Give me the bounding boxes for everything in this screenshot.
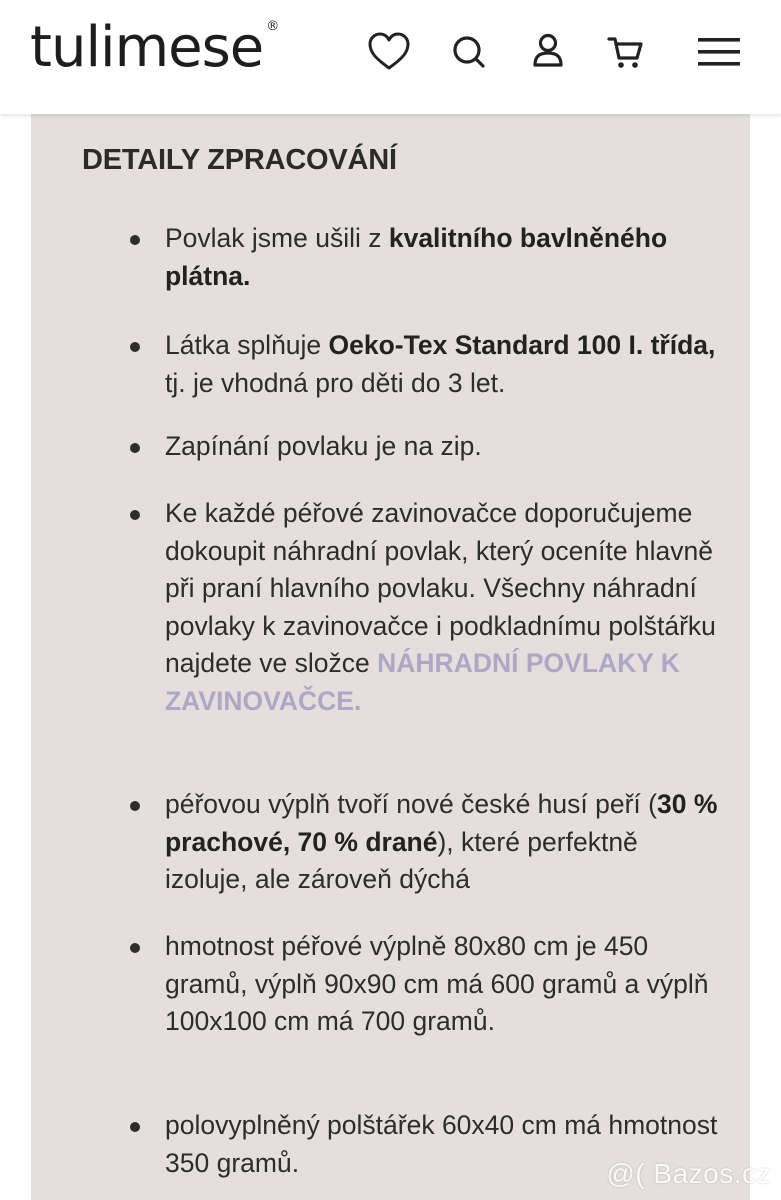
item-text: hmotnost péřové výplně 80x80 cm je 450 gramů, výplň 90x90 cm má 600 gramů a výplň 100x100 cm má 700 gramů. bbox=[165, 931, 709, 1036]
item-text: Zapínání povlaku je na zip. bbox=[165, 431, 482, 461]
item-bold-text: Oeko-Tex Standard 100 I. třída, bbox=[328, 330, 716, 360]
item-text: Ke každé péřové zavinovačce doporučujeme dokoupit náhradní povlak, který oceníte hlavně při praní hlavního povlaku. Všechny náhradní povlaky k zavinovačce i podkladnímu polštářku najdete ve složce bbox=[165, 498, 716, 678]
bullet bbox=[130, 235, 140, 245]
item-bold-text: 30 % prachové, 70 % drané bbox=[165, 789, 718, 857]
search-icon[interactable] bbox=[445, 28, 493, 76]
item-text: péřovou výplň tvoří nové české husí peří ( bbox=[165, 789, 657, 819]
menu-icon[interactable] bbox=[695, 28, 743, 76]
item-bold-text: kvalitního bavlněného plátna bbox=[165, 223, 668, 291]
registered-mark: ® bbox=[266, 19, 280, 34]
bullet bbox=[130, 342, 140, 352]
item-text: Látka splňuje bbox=[165, 330, 329, 360]
item-text: Povlak jsme ušili z bbox=[165, 223, 389, 253]
replacement-covers-link[interactable]: NÁHRADNÍ POVLAKY K ZAVINOVAČCE. bbox=[165, 648, 680, 716]
site-header bbox=[0, 0, 781, 114]
list-item bbox=[165, 327, 725, 402]
list-item bbox=[165, 495, 725, 720]
bullet bbox=[130, 943, 140, 953]
list-item bbox=[165, 928, 725, 1041]
heart-icon[interactable] bbox=[365, 28, 413, 76]
section-title: DETAILY ZPRACOVÁNÍ bbox=[82, 144, 397, 176]
item-text: tj. je vhodná pro děti do 3 let. bbox=[165, 367, 506, 398]
bullet bbox=[130, 510, 140, 520]
user-icon[interactable] bbox=[524, 28, 572, 76]
list-item bbox=[165, 428, 725, 466]
cart-icon[interactable] bbox=[602, 28, 650, 76]
item-text: ), které perfektně izoluje, ale zároveň dýchá bbox=[165, 826, 638, 894]
bazos-watermark: @( Bazos.cz bbox=[606, 1158, 771, 1189]
bullet bbox=[130, 1122, 140, 1132]
item-text: . bbox=[243, 260, 251, 291]
bullet bbox=[130, 443, 140, 453]
details-panel bbox=[31, 114, 750, 1200]
bullet bbox=[130, 801, 140, 811]
logo[interactable] bbox=[30, 14, 280, 82]
logo-text: tulimese bbox=[30, 15, 264, 80]
item-text: polovyplněný polštářek 60x40 cm má hmotnost 350 gramů. bbox=[165, 1110, 718, 1178]
list-item bbox=[165, 220, 725, 295]
list-item bbox=[165, 786, 725, 899]
